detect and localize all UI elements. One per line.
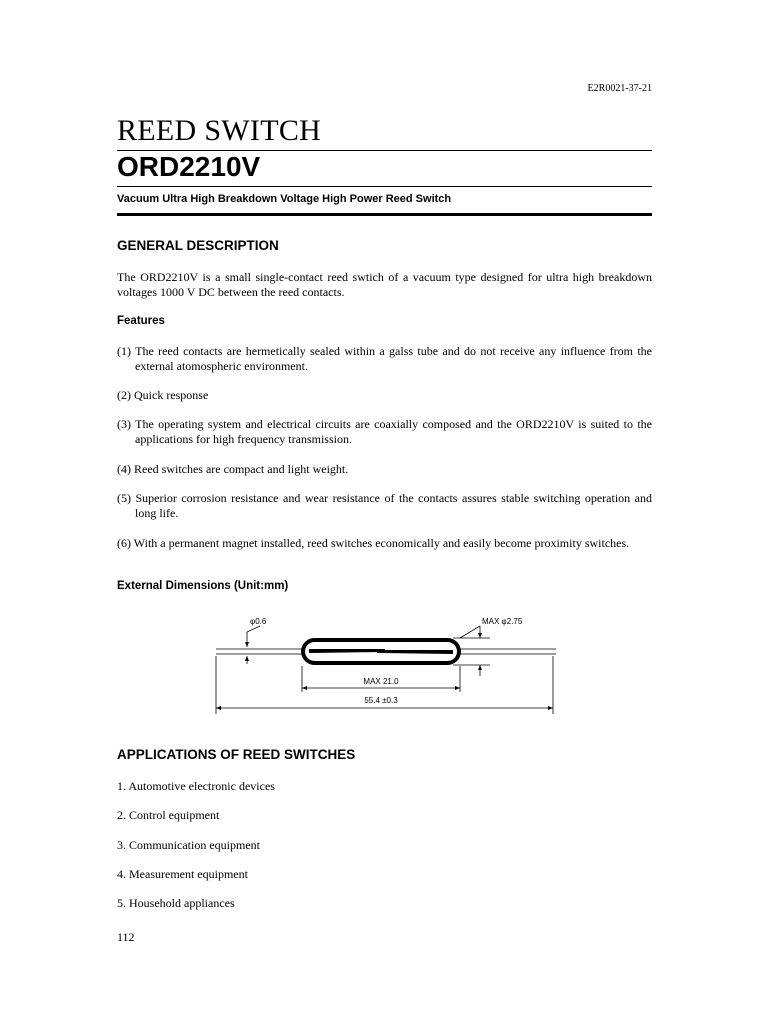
application-item: 5. Household appliances [117,896,235,910]
external-dimensions-heading: External Dimensions (Unit:mm) [117,580,289,592]
feature-item: (1) The reed contacts are hermetically sealed within a galss tube and do not receive any influence from the external atomospheric environment. [117,344,652,373]
model-number: ORD2210V [117,151,261,182]
application-item: 1. Automotive electronic devices [117,779,275,793]
feature-item: (5) Superior corrosion resistance and wear resistance of the contacts assures stable switching operation and long life. [117,491,652,520]
application-item: 2. Control equipment [117,808,220,822]
lead-diameter-label: φ0.6 [250,617,267,626]
subtitle-divider [117,213,652,216]
feature-item: (4) Reed switches are compact and light weight. [117,462,349,476]
external-dimensions-diagram [210,612,560,718]
feature-item: (3) The operating system and electrical circuits are coaxially composed and the ORD2210V is suited to the applications for high frequency transmission. [117,417,652,446]
document-title: REED SWITCH [117,114,322,147]
applications-heading: APPLICATIONS OF REED SWITCHES [117,747,356,762]
reed-switch-glass-tube [301,638,461,665]
model-divider [117,186,652,187]
general-description-text: The ORD2210V is a small single-contact reed swtich of a vacuum type designed for ultra high breakdown voltages 1000 V DC between the reed contacts. [117,270,652,299]
document-subtitle: Vacuum Ultra High Breakdown Voltage High Power Reed Switch [117,193,452,205]
page-number: 112 [117,930,135,944]
feature-item: (2) Quick response [117,388,209,402]
document-id: E2R0021-37-21 [587,83,652,94]
glass-diameter-label: MAX φ2.75 [482,617,523,626]
total-length-label: 55.4 ±0.3 [364,696,398,705]
general-description-heading: GENERAL DESCRIPTION [117,238,279,253]
features-heading: Features [117,315,165,327]
application-item: 4. Measurement equipment [117,867,248,881]
glass-length-label: MAX 21.0 [363,677,399,686]
application-item: 3. Communication equipment [117,838,260,852]
feature-item: (6) With a permanent magnet installed, reed switches economically and easily become proximity switches. [117,536,630,550]
